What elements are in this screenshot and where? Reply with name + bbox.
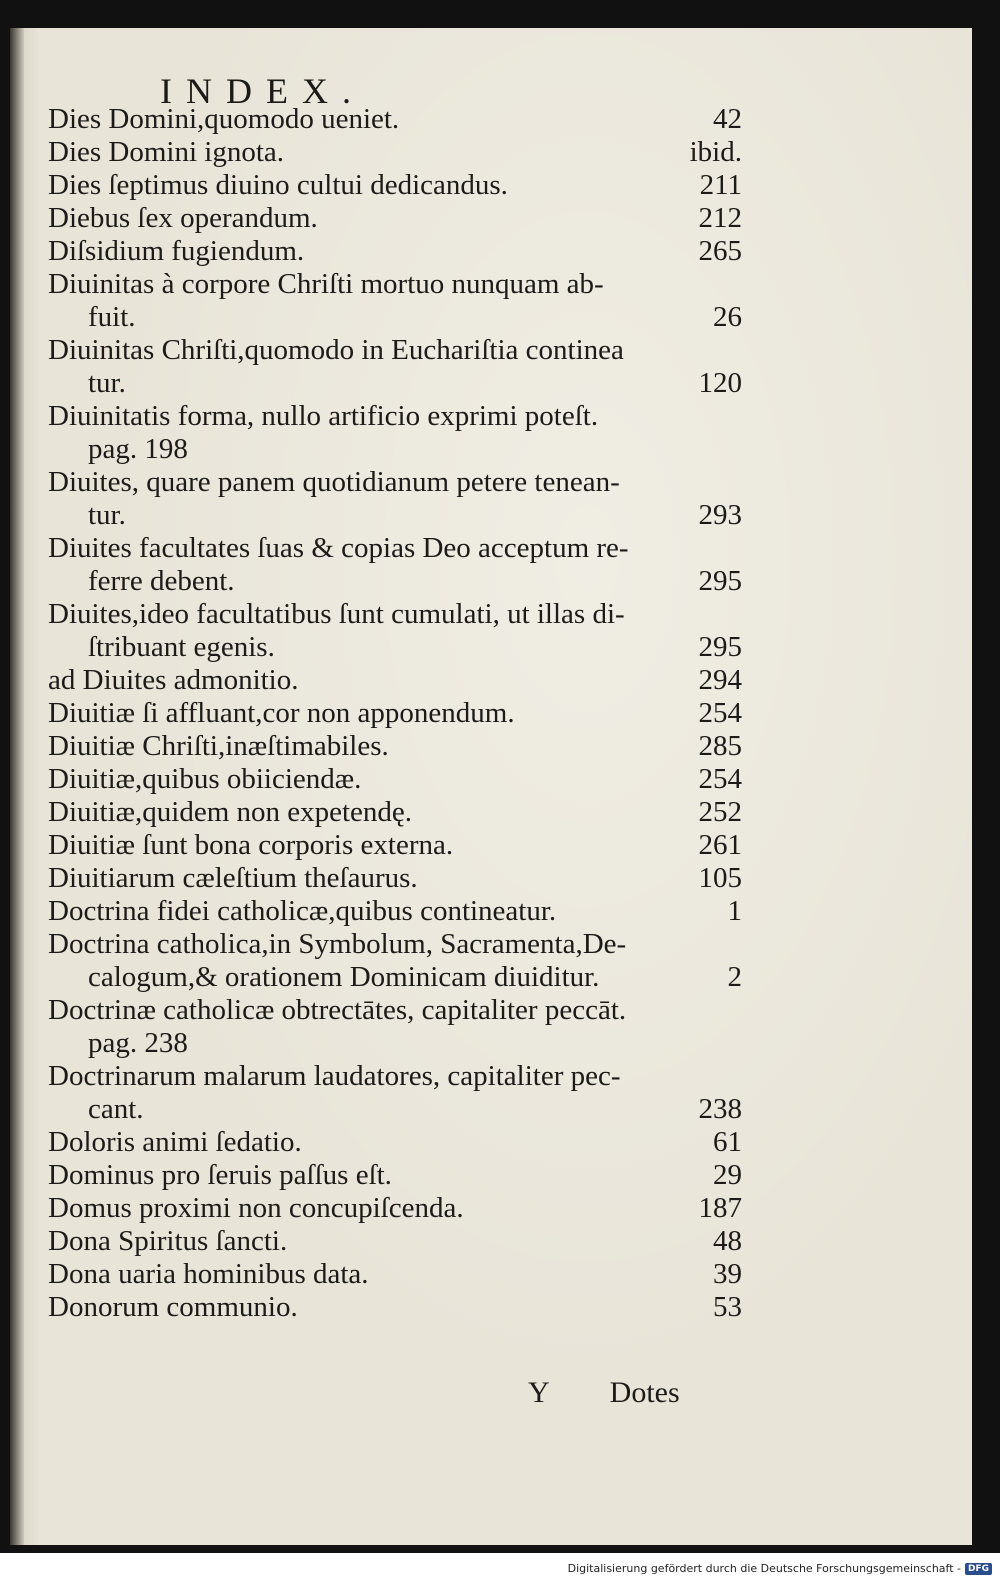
entry-page-number: 254	[698, 763, 742, 795]
page-footer	[528, 1376, 680, 1410]
entry-page-number: 295	[698, 631, 742, 663]
entry-text: Diuinitas Chriſti,quomodo in Euchariſtia continea	[48, 334, 624, 366]
entry-text: Dies ſeptimus diuino cultui dedicandus.	[48, 169, 508, 201]
entry-text: Dona uaria hominibus data.	[48, 1258, 369, 1290]
book-page	[10, 28, 972, 1545]
entry-continuation	[48, 499, 742, 532]
index-entries	[48, 103, 742, 1324]
entry-text: ſtribuant egenis.	[88, 631, 275, 663]
entry-continuation	[48, 1027, 742, 1060]
entry-text: Diuitiæ ſunt bona corporis externa.	[48, 829, 454, 861]
index-entry	[48, 1159, 742, 1192]
index-entry	[48, 103, 742, 136]
entry-text: Doctrinæ catholicæ obtrectātes, capitaliter peccāt.	[48, 994, 627, 1026]
entry-continuation	[48, 301, 742, 334]
entry-page-number: 212	[698, 202, 742, 234]
entry-text: Domus proximi non concupiſcenda.	[48, 1192, 464, 1224]
entry-line	[48, 400, 742, 433]
index-entry	[48, 136, 742, 169]
index-entry	[48, 994, 742, 1060]
signature-mark: Y	[528, 1376, 550, 1409]
entry-line	[48, 664, 742, 697]
entry-text: tur.	[88, 499, 126, 531]
entry-text: Dies Domini,quomodo ueniet.	[48, 103, 400, 135]
index-entry	[48, 1192, 742, 1225]
index-entry	[48, 202, 742, 235]
entry-line	[48, 994, 742, 1027]
entry-line	[48, 598, 742, 631]
entry-page-number: 261	[698, 829, 742, 861]
entry-text: ferre debent.	[88, 565, 235, 597]
entry-text: Dies Domini ignota.	[48, 136, 285, 168]
index-entry	[48, 697, 742, 730]
entry-continuation	[48, 631, 742, 664]
credit-text: Digitalisierung gefördert durch die Deutsche Forschungsgemeinschaft -	[567, 1562, 961, 1575]
entry-page-number: 285	[698, 730, 742, 762]
index-entry	[48, 1060, 742, 1126]
entry-page-number: 211	[699, 169, 742, 201]
entry-text: calogum,& orationem Dominicam diuiditur.	[88, 961, 600, 993]
index-entry	[48, 1291, 742, 1324]
index-entry	[48, 268, 742, 334]
entry-line	[48, 202, 742, 235]
entry-page-number: 39	[713, 1258, 742, 1290]
entry-text: tur.	[88, 367, 126, 399]
entry-text: Diuinitatis forma, nullo artificio exprimi poteſt.	[48, 400, 599, 432]
entry-page-number: 294	[698, 664, 742, 696]
entry-text: fuit.	[88, 301, 136, 333]
index-entry	[48, 400, 742, 466]
entry-text: Diſsidium fugiendum.	[48, 235, 305, 267]
entry-line	[48, 334, 742, 367]
entry-text: Diuites, quare panem quotidianum petere tenean-	[48, 466, 620, 498]
entry-text: Dona Spiritus ſancti.	[48, 1225, 288, 1257]
page-heading: INDEX.	[160, 71, 365, 111]
entry-continuation	[48, 1093, 742, 1126]
index-entry	[48, 169, 742, 202]
entry-page-number: 42	[713, 103, 742, 135]
entry-text: Diuitiæ,quidem non expetendę.	[48, 796, 413, 828]
index-entry	[48, 895, 742, 928]
entry-text: Diuites,ideo facultatibus ſunt cumulati, ut illas di-	[48, 598, 625, 630]
entry-text: cant.	[88, 1093, 144, 1125]
entry-text: Doloris animi ſedatio.	[48, 1126, 302, 1158]
index-entry	[48, 598, 742, 664]
index-entry	[48, 862, 742, 895]
entry-text: Diuitiæ Chriſti,inæſtimabiles.	[48, 730, 389, 762]
index-entry	[48, 334, 742, 400]
entry-page-number: 295	[698, 565, 742, 597]
index-entry	[48, 1126, 742, 1159]
entry-line	[48, 829, 742, 862]
digitization-credit	[568, 1562, 992, 1575]
entry-line	[48, 532, 742, 565]
entry-page-number: 265	[698, 235, 742, 267]
entry-continuation	[48, 433, 742, 466]
entry-line	[48, 928, 742, 961]
entry-line	[48, 1225, 742, 1258]
entry-line	[48, 466, 742, 499]
index-entry	[48, 829, 742, 862]
entry-page-number: 120	[698, 367, 742, 399]
entry-text: pag. 198	[88, 433, 188, 465]
entry-text: Diuitiarum cæleſtium theſaurus.	[48, 862, 418, 894]
entry-page-number: 26	[713, 301, 742, 333]
entry-page-number: 293	[698, 499, 742, 531]
entry-line	[48, 862, 742, 895]
entry-page-number: 187	[698, 1192, 742, 1224]
entry-text: Diuitiæ,quibus obiiciendæ.	[48, 763, 362, 795]
entry-text: Dominus pro ſeruis paſſus eſt.	[48, 1159, 392, 1191]
entry-text: Doctrinarum malarum laudatores, capitaliter pec-	[48, 1060, 621, 1092]
entry-text: Donorum communio.	[48, 1291, 298, 1323]
entry-line	[48, 235, 742, 268]
entry-text: Diuitiæ ſi affluant,cor non apponendum.	[48, 697, 515, 729]
entry-line	[48, 895, 742, 928]
entry-page-number: 29	[713, 1159, 742, 1191]
index-entry	[48, 796, 742, 829]
entry-line	[48, 796, 742, 829]
catchword: Dotes	[609, 1376, 680, 1409]
index-entry	[48, 235, 742, 268]
entry-line	[48, 1126, 742, 1159]
index-entry	[48, 928, 742, 994]
entry-page-number: 252	[698, 796, 742, 828]
entry-line	[48, 730, 742, 763]
entry-line	[48, 268, 742, 301]
entry-page-number: 254	[698, 697, 742, 729]
index-entry	[48, 730, 742, 763]
entry-line	[48, 1258, 742, 1291]
entry-text: ad Diuites admonitio.	[48, 664, 299, 696]
entry-line	[48, 103, 742, 136]
page-gutter	[10, 28, 24, 1545]
entry-page-number: 48	[713, 1225, 742, 1257]
entry-line	[48, 169, 742, 202]
entry-continuation	[48, 961, 742, 994]
dfg-logo: DFG	[965, 1563, 992, 1575]
index-entry	[48, 1258, 742, 1291]
entry-text: pag. 238	[88, 1027, 188, 1059]
entry-text: Diuites facultates ſuas & copias Deo acceptum re-	[48, 532, 629, 564]
entry-line	[48, 1060, 742, 1093]
entry-text: Doctrina fidei catholicæ,quibus contineatur.	[48, 895, 557, 927]
entry-page-number: 2	[727, 961, 742, 993]
entry-continuation	[48, 565, 742, 598]
entry-page-number: 53	[713, 1291, 742, 1323]
index-entry	[48, 664, 742, 697]
entry-text: Diebus ſex operandum.	[48, 202, 318, 234]
entry-line	[48, 1192, 742, 1225]
entry-continuation	[48, 367, 742, 400]
entry-text: Doctrina catholica,in Symbolum, Sacramenta,De-	[48, 928, 627, 960]
entry-line	[48, 1291, 742, 1324]
entry-line	[48, 697, 742, 730]
entry-page-number: 105	[698, 862, 742, 894]
entry-page-number: ibid.	[689, 136, 742, 168]
index-entry	[48, 1225, 742, 1258]
index-entry	[48, 466, 742, 532]
entry-line	[48, 1159, 742, 1192]
entry-line	[48, 136, 742, 169]
entry-page-number: 1	[727, 895, 742, 927]
entry-page-number: 61	[713, 1126, 742, 1158]
entry-text: Diuinitas à corpore Chriſti mortuo nunquam ab-	[48, 268, 604, 300]
index-entry	[48, 763, 742, 796]
entry-line	[48, 763, 742, 796]
entry-page-number: 238	[698, 1093, 742, 1125]
index-entry	[48, 532, 742, 598]
